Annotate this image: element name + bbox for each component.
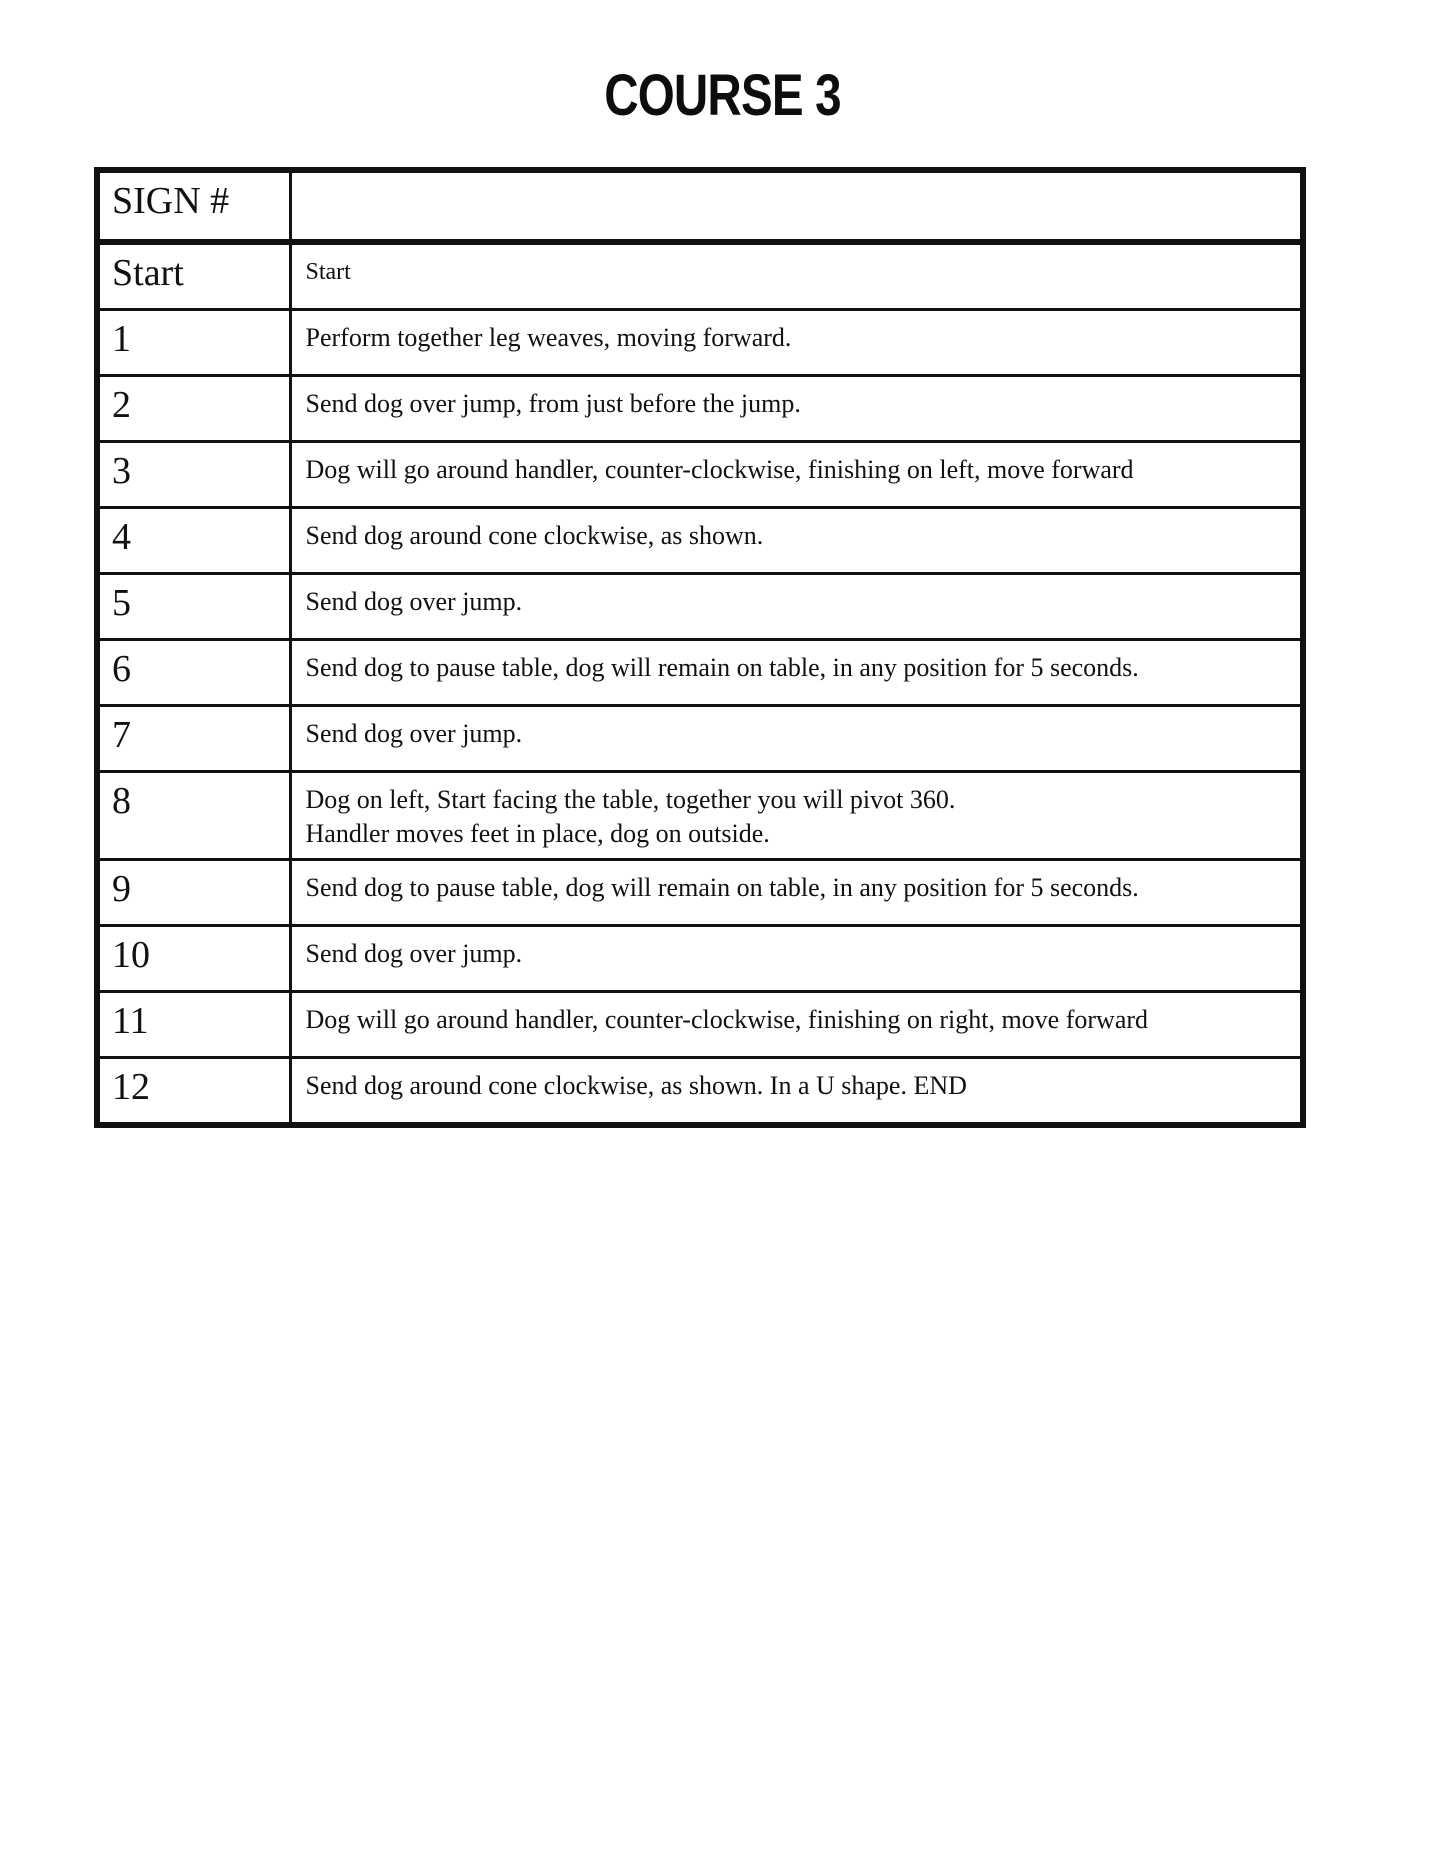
sign-number: 2 bbox=[97, 376, 290, 442]
sign-number: 9 bbox=[97, 860, 290, 926]
sign-number: Start bbox=[97, 242, 290, 310]
sign-number: 7 bbox=[97, 706, 290, 772]
sign-description: Send dog around cone clockwise, as shown. In a U shape. END bbox=[290, 1058, 1303, 1126]
sign-number: 8 bbox=[97, 772, 290, 860]
table-row bbox=[97, 772, 1303, 860]
sign-number: 12 bbox=[97, 1058, 290, 1126]
sign-description: Dog will go around handler, counter-clockwise, finishing on left, move forward bbox=[290, 442, 1303, 508]
sign-number: 10 bbox=[97, 926, 290, 992]
sign-description: Send dog over jump. bbox=[290, 574, 1303, 640]
table-row bbox=[97, 442, 1303, 508]
sign-number: 3 bbox=[97, 442, 290, 508]
table-row bbox=[97, 992, 1303, 1058]
table-row bbox=[97, 310, 1303, 376]
page-title: COURSE 3 bbox=[604, 63, 841, 128]
table-row bbox=[97, 508, 1303, 574]
table-row bbox=[97, 1058, 1303, 1126]
sign-number: 5 bbox=[97, 574, 290, 640]
sign-description-line-2: Handler moves feet in place, dog on outside. bbox=[305, 819, 770, 848]
table-row bbox=[97, 376, 1303, 442]
sign-description: Send dog over jump. bbox=[290, 706, 1303, 772]
sign-description: Send dog over jump. bbox=[290, 926, 1303, 992]
description-header bbox=[290, 170, 1303, 242]
course-table bbox=[94, 167, 1306, 1128]
table-header-row bbox=[97, 170, 1303, 242]
sign-description bbox=[290, 772, 1303, 860]
sign-number-header: SIGN # bbox=[97, 170, 290, 242]
sign-number: 1 bbox=[97, 310, 290, 376]
sign-description: Start bbox=[290, 242, 1303, 310]
table-row bbox=[97, 242, 1303, 310]
sign-description: Send dog to pause table, dog will remain on table, in any position for 5 seconds. bbox=[290, 860, 1303, 926]
table-row bbox=[97, 926, 1303, 992]
sign-number: 11 bbox=[97, 992, 290, 1058]
sign-description: Dog will go around handler, counter-clockwise, finishing on right, move forward bbox=[290, 992, 1303, 1058]
table-row bbox=[97, 860, 1303, 926]
sign-description: Send dog over jump, from just before the jump. bbox=[290, 376, 1303, 442]
sign-description-line-1: Dog on left, Start facing the table, together you will pivot 360. bbox=[305, 785, 956, 814]
sign-description: Send dog around cone clockwise, as shown. bbox=[290, 508, 1303, 574]
sign-number: 4 bbox=[97, 508, 290, 574]
sign-description: Send dog to pause table, dog will remain on table, in any position for 5 seconds. bbox=[290, 640, 1303, 706]
table-row bbox=[97, 706, 1303, 772]
sign-number: 6 bbox=[97, 640, 290, 706]
sign-description: Perform together leg weaves, moving forward. bbox=[290, 310, 1303, 376]
table-row bbox=[97, 640, 1303, 706]
table-row bbox=[97, 574, 1303, 640]
